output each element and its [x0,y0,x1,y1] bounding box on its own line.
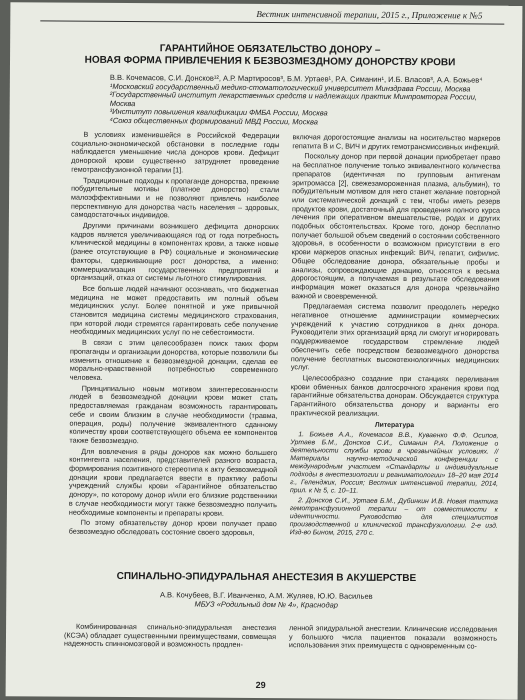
reference-item: 2. Донсков С.И., Уртаев Б.М., Дубинкин И.В. Новая тактика гемотрансфузионной терапии – от совместимости к идентичности. Руководство для специалистов производственной и клинической трансфузиологии. 2-е изд. Изд-во Бином, 2015, 270 с. [289,496,498,537]
affiliation-4: ⁴Союз общественных формирований МВД России, Москва [109,115,318,126]
paragraph: Для вовлечения в ряды доноров как можно большего контингента населения, представителей разного возраста, формирования позитивного стереотипа к акту безвозмездной донации крови предлагается ввести в практику работы учреждений службы крови «Гарантийное обязательство донору», по которому донор и/или его близкие родственники в случае необходимости могут также безвозмездно получить необходимые компоненты и препараты крови. [68,446,278,518]
author-block [110,74,490,128]
affiliation-1: ¹Московский государственный медико-стоматологический университет Минздрава России, Москва [109,81,471,93]
article-title [60,43,480,70]
paragraph: Все больше людей начинают осознавать, что бюджетная медицина не может предоставить им полный объем медицинских услуг. Более понятной и уже привычной становится медицина системы медицинского страхования, при которой люди стремятся гарантировать себе получение необходимых медицинских услуг по не себестоимости. [70,283,279,338]
affiliation-2: ²Государственный институт лекарственных средств и надлежащих практик Минпромторга России, Москва [109,89,478,108]
author-list: В.В. Кочемасов, С.И. Донсков¹², А.Р. Мартиросов³, Б.М. Уртаев¹, Р.А. Симанин¹, И.Б. Власов³, А.А. Божьев⁴ [109,72,483,85]
paragraph: Целесообразно создание при станциях переливания крови обменных банков долгосрочного хранения крови под гарантийные обязательства донорам. Обсуждается структура Гарантийного обязательства донору и варианты его практической реализации. [290,373,499,418]
page-number: 29 [255,679,266,691]
next-article-header [76,571,456,611]
paragraph: Принципиально новым мотивом заинтересованности людей в безвозмездной донации крови может стать предоставляемая гражданам возможность гарантировать себе и своим близким в случае необходимости (травма, операция, роды) получение эквивалентного сданному количеству крови соответствующего объема ее компонентов также безвозмездно. [69,383,278,446]
affiliation-3: ³Институт повышения квалификации ФМБА России, Москва [109,106,328,118]
next-article-right-column [289,624,497,654]
paragraph: ленной эпидуральной анестезии. Клинические исследования у большого числа пациентов показали возможность использования этих преимуществ с одновременным со- [288,623,498,651]
reference-item: 1. Божьев А.А., Кочемасов В.В., Куваенко Ф.Ф. Осипов, Уртаев Б.М., Донсков С.И., Симанин Р.А. Положение о деятельности службы крови в чрезвычайных условиях. // Материалы научно-методической конференции с международным участием «Стандарты и индивидуальные подходы в анестезиологии и реаниматологии» 18–20 мая 2014 г., Геленджик, Россия; Вестник интенсивной терапии, 2014, прил. к № 5, с. 10–11. [290,430,499,495]
paragraph: В условиях изменившейся в Российской Федерации социально-экономической обстановки в последние годы наблюдается уменьшение числа доноров крови. Дефицит донорской крови существенно затрудняет проведение гемотрансфузионной терапии [1]. [71,129,280,175]
running-header [10,2,522,32]
paragraph: Традиционные подходы к пропаганде донорства, прежние побудительные мотивы (платное донорство) стали малоэффективными и не позволяют привлечь наиболее перспективную для донорства часть населения – здоровых, самодостаточных индивидов. [70,175,280,220]
next-article-organization: МБУЗ «Родильный дом № 4», Краснодар [194,599,338,610]
journal-page [6,2,523,700]
article-title-line-2: НОВАЯ ФОРМА ПРИВЛЕЧЕНИЯ К БЕЗВОЗМЕЗДНОМУ ДОНОРСТВУ КРОВИ [84,54,456,69]
journal-title: Вестник интенсивной терапии, 2015 г., Приложение к №5 [256,8,483,21]
paragraph: включая дорогостоящие анализы на носительство маркеров гепатита В и С, ВИЧ и других гемотрансмиссивных инфекций. [292,132,501,152]
next-article-title: СПИНАЛЬНО-ЭПИДУРАЛЬНАЯ АНЕСТЕЗИЯ В АКУШЕРСТВЕ [116,570,417,585]
references-heading: Литература [374,421,415,429]
paragraph: В связи с этим целесообразен поиск таких форм пропаганды и организации донорства, которые позволили бы изменить отношение к безвозмездной донации, сделав ее морально-нравственной потребностью современного человека. [69,337,279,382]
paragraph: Другими причинами возникшего дефицита донорских кадров является увеличивающаяся год от года потребность клинической медицины в компонентах крови, а также новые (ранее отсутствующие в РФ) социальные и экономические факторы, сдерживающие рост донорства, а именно: коммерциализация государственных предприятий и организаций, отказ от системы льготного стимулирования. [70,220,279,284]
references [290,421,499,538]
header-rule [40,20,504,24]
article-title-line-1: ГАРАНТИЙНОЕ ОБЯЗАТЕЛЬСТВО ДОНОРУ – [159,43,381,56]
paragraph: Поскольку донор при первой донации приобретает право на бесплатное получение только эквивалентного количества препаратов (идентичная по групповым антигенам эритромасса [2], свежезамороженная плазма, альбумин), то побудительным мотивом для него станет желание повторной или систематической донаций с тем, чтобы иметь резерв продуктов крови, достаточный для проведения полного курса лечения при оперативном вмешательстве, родах и других подобных обстоятельствах. Кроме того, донор бесплатно получает большой объем сведений о состоянии собственного здоровья, в особенности о возможном присутствии в его крови маркеров опасных инфекций: ВИЧ, гепатит, сифилис. Общее обследование донора, обязательные пробы и анализы, сопровождающие донацию, относятся к весьма дорогостоящим, а получаемая в результате обследования информация может оказаться для донора чрезвычайно важной и своевременной. [291,151,501,301]
paragraph: По этому обязательству донор крови получает право безвозмездно обследовать состояние своего здоровья, [68,517,277,537]
right-column [290,133,501,540]
paragraph: Комбинированная спинально-эпидуральная анестезия (КСЭА) обладает существенными преимуществами, совмещая надежность спинномозговой и возможность продлен- [63,621,277,650]
left-column [69,131,280,540]
next-article-left-column [64,623,276,653]
paragraph: Предлагаемая система позволит преодолеть нередко негативное отношение администрации коммерческих учреждений к участию сотрудников в днях донора. Руководители этих организаций вряд ли смогут игнорировать поддерживаемое государством стремление людей обеспечить себе посредством безвозмездного донорства получение бесплатных высокотехнологичных медицинских услуг. [290,301,500,372]
next-article-authors: А.В. Кочубеев, В.Г. Иванченко, А.М. Жуляев, Ю.Ю. Васильев [159,590,373,601]
